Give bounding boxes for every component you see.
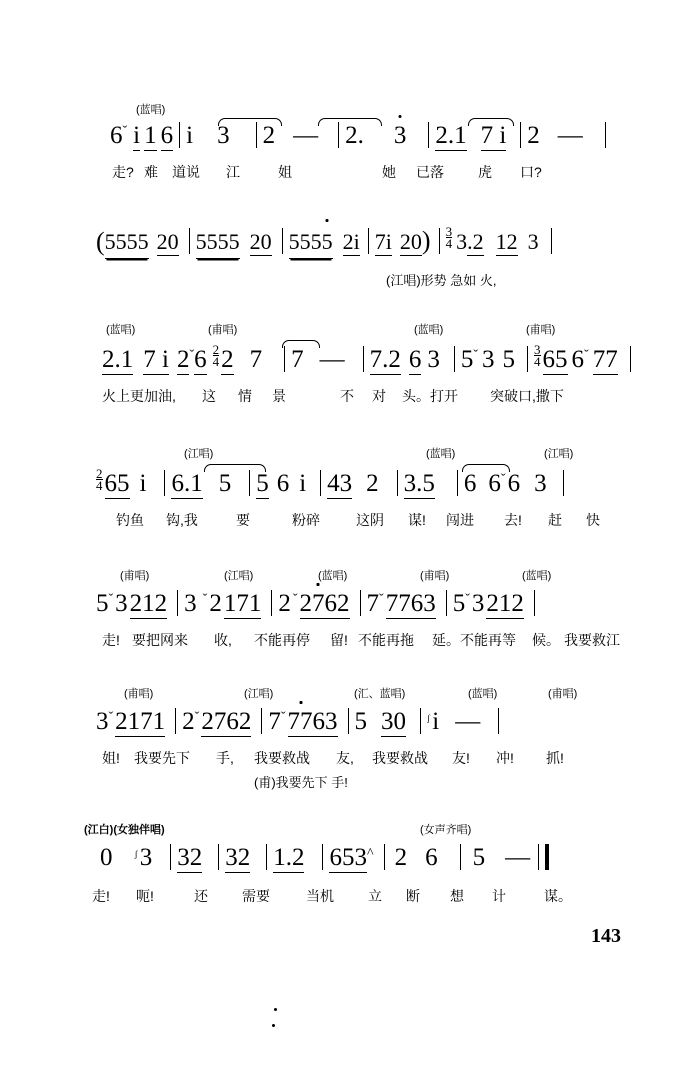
role-tag: (甫唱)	[420, 570, 450, 582]
print-mark	[274, 1008, 277, 1011]
lyrics-line	[96, 748, 616, 772]
slur-mark	[204, 464, 266, 472]
lyric-text: 虎	[478, 164, 492, 180]
role-tag: (蓝唱)	[318, 570, 348, 582]
lyric-text: 我要救战	[372, 750, 428, 766]
lyric-text: 赶	[548, 512, 562, 528]
music-system-4	[96, 446, 616, 534]
lyric-text: 收,	[214, 632, 232, 648]
print-mark	[272, 1024, 275, 1027]
lyric-text: 我要救江	[564, 632, 620, 648]
role-tag: (蓝唱)	[414, 324, 444, 336]
lyric-text: 姐!	[102, 750, 120, 766]
role-tag: (蓝唱)	[426, 448, 456, 460]
lyric-text: 不能再等	[460, 632, 516, 648]
notation-line	[96, 222, 616, 266]
annotation-line	[96, 266, 616, 292]
lyrics-line	[96, 386, 616, 410]
slur-mark	[218, 118, 282, 126]
lyric-text: 钩,我	[166, 512, 198, 528]
lyric-text: 突破口,撒下	[490, 388, 564, 404]
notation-line	[96, 462, 616, 510]
role-tag: (江白)(女独伴唱)	[84, 824, 165, 836]
lyric-text: 她	[382, 164, 396, 180]
lyric-text: 这阴	[356, 512, 384, 528]
lyric-text: 江	[226, 164, 240, 180]
notation-line	[96, 702, 616, 748]
note-group: 2.1 7 i $2^ˇ6$ $\frac{2}{4}$ 2 7 7 — 7.2 6 3 $5^ˇ$ 3 5 $\frac{3}{4}$ 65 $6^ˇ$ 77	[102, 344, 637, 374]
lyric-text: 情	[238, 388, 252, 404]
lyric-text: 冲!	[496, 750, 514, 766]
lyric-text: 计	[492, 888, 506, 904]
slur-mark	[468, 118, 514, 126]
music-system-6	[96, 686, 616, 792]
lyric-text: 断	[406, 888, 420, 904]
time-signature: $\frac{2}{4}$	[212, 342, 220, 369]
lyric-text: 火上更加油,	[102, 388, 176, 404]
lyric-text: 要把网来	[132, 632, 188, 648]
page-number: 143	[591, 925, 621, 947]
role-tag: (女声齐唱)	[420, 824, 472, 836]
lyric-text: 走?	[112, 164, 134, 180]
role-tag: (甫唱)	[208, 324, 238, 336]
role-tag-row	[96, 102, 616, 118]
role-tag: (甫唱)	[526, 324, 556, 336]
lyric-text: 抓!	[546, 750, 564, 766]
lyric-text: 留!	[330, 632, 348, 648]
lyric-text: 谋。	[544, 888, 572, 904]
lyric-text: 快	[586, 512, 600, 528]
lyric-text: 我要救战	[254, 750, 310, 766]
lyric-text: 友!	[452, 750, 470, 766]
slur-mark	[282, 340, 320, 348]
lyric-text: 谋!	[408, 512, 426, 528]
note-group: 0 ᶴ3 32 32 1.2 653^ 2 6 5 —	[100, 844, 549, 872]
lyric-text: 粉碎	[292, 512, 320, 528]
lyric-text: 我要先下	[134, 750, 190, 766]
lyric-text: 对	[372, 388, 386, 404]
lyric-text: 闯进	[446, 512, 474, 528]
lyric-text: 想	[450, 888, 464, 904]
time-signature: $\frac{2}{4}$	[96, 466, 103, 493]
annotation-text: (甫)我要先下 手!	[254, 775, 348, 790]
lyrics-line	[84, 886, 604, 910]
lyric-text: 友,	[336, 750, 354, 766]
lyric-text: 还	[194, 888, 208, 904]
role-tag: (江唱)	[184, 448, 214, 460]
lyric-text: 延。	[432, 632, 460, 648]
role-tag: (蓝唱)	[522, 570, 552, 582]
role-tag: (江唱)	[224, 570, 254, 582]
lyric-text: 候。	[532, 632, 560, 648]
lyric-text: 口?	[520, 164, 542, 180]
lyrics-line	[96, 162, 616, 186]
lyric-text: 不	[340, 388, 354, 404]
lyric-text: 这	[202, 388, 216, 404]
lyric-text: 不能再拖	[358, 632, 414, 648]
role-tag-row	[96, 322, 616, 338]
lyric-text: 立	[368, 888, 382, 904]
slur-mark	[462, 464, 510, 472]
lyrics-line	[96, 630, 620, 654]
note-group: $5^ˇ3212$ 3 $^ˇ$2171 2 $^ˇ$2762 $7^ˇ7763$ $5^ˇ3212$	[96, 590, 541, 618]
lyric-text: 道说	[172, 164, 200, 180]
role-tag: (甫唱)	[548, 688, 578, 700]
lyrics-line	[96, 510, 616, 534]
music-system-3	[96, 322, 616, 410]
annotation-line	[96, 772, 616, 792]
lyric-text: 头。打开	[402, 388, 458, 404]
role-tag: (汇、蓝唱)	[354, 688, 406, 700]
time-signature: $\frac{3}{4}$	[445, 224, 453, 251]
note-group: $6^ˇ$ i 1 6 i 3 2 — 2. 3 2.1 7 i 2 —	[110, 122, 612, 150]
note-group: (5555 20 5555 20 5555 2i 7i 20) $\frac{3}{4}$ 3.2 12 3	[96, 226, 558, 257]
lyric-text: 要	[236, 512, 250, 528]
role-tag-row	[96, 686, 616, 702]
time-signature: $\frac{3}{4}$	[534, 342, 541, 369]
lyric-text: 走!	[92, 888, 110, 904]
note-group: $\frac{2}{4}$ 65 i 6.1 5 5 6 i 43 2 3.5 6 $6^ˇ6$ 3	[96, 468, 570, 498]
lyric-text: 难	[144, 164, 158, 180]
lyric-text: 钓鱼	[116, 512, 144, 528]
role-tag: (蓝唱)	[136, 104, 166, 116]
music-system-7	[84, 822, 604, 910]
role-tag: (甫唱)	[124, 688, 154, 700]
notation-line	[96, 584, 616, 630]
role-tag: (江唱)	[544, 448, 574, 460]
music-system-1	[96, 102, 616, 186]
role-tag-row	[96, 568, 616, 584]
lyric-text: 不能再停	[254, 632, 310, 648]
lyric-text: 姐	[278, 164, 292, 180]
notation-line	[96, 338, 616, 386]
notation-line	[96, 118, 616, 162]
lyric-text: 景	[272, 388, 286, 404]
role-tag: (蓝唱)	[106, 324, 136, 336]
annotation-text: (江唱)形势 急如 火,	[386, 273, 497, 288]
lyric-text: 去!	[504, 512, 522, 528]
slur-mark	[318, 118, 382, 126]
lyric-text: 呃!	[136, 888, 154, 904]
role-tag: (蓝唱)	[468, 688, 498, 700]
role-tag-row	[96, 446, 616, 462]
music-system-2	[96, 222, 616, 292]
lyric-text: 走!	[102, 632, 120, 648]
lyric-text: 手,	[216, 750, 234, 766]
notation-line	[84, 838, 604, 886]
note-group: $3^ˇ2171$ $2^ˇ2762$ $7^ˇ7763$ 5 30 ᶴi —	[96, 708, 505, 736]
role-tag: (甫唱)	[120, 570, 150, 582]
music-system-5	[96, 568, 620, 654]
role-tag: (江唱)	[244, 688, 274, 700]
lyric-text: 当机	[306, 888, 334, 904]
role-tag-row	[84, 822, 604, 838]
lyric-text: 需要	[242, 888, 270, 904]
lyric-text: 已落	[416, 164, 444, 180]
